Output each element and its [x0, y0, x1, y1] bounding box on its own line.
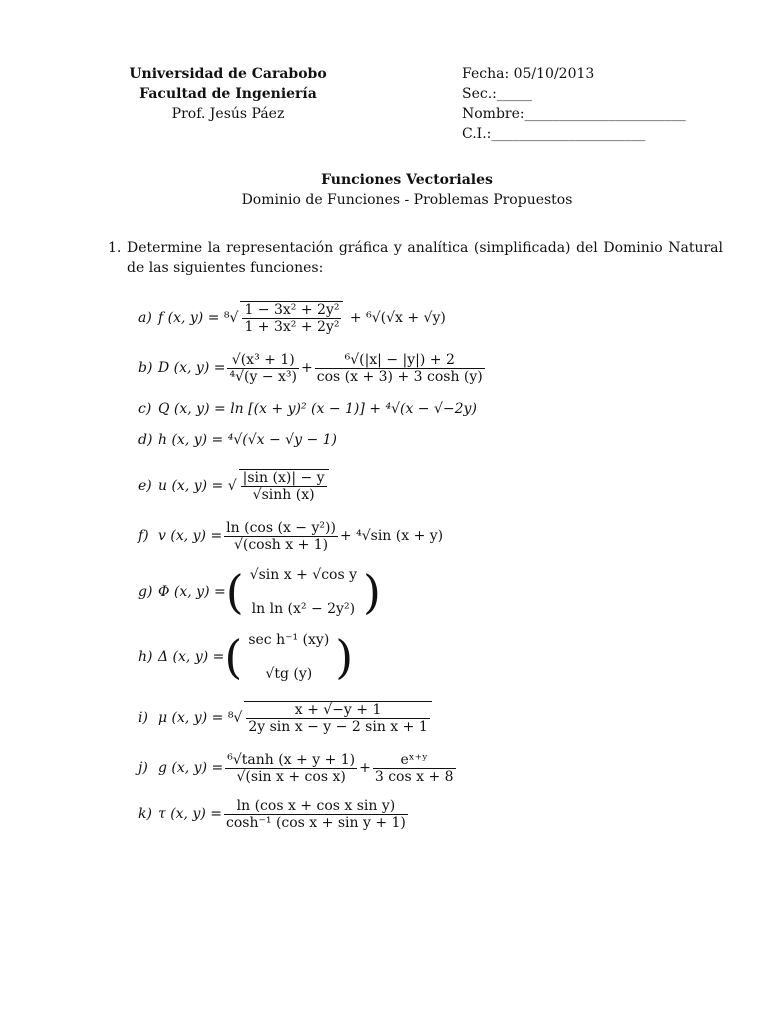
denominator: 1 + 3x² + 2y² — [244, 319, 340, 335]
problem-i: i) μ (x, y) = ⁸√ $\frac{x + √-y + 1}{\text{2y sin x − y − 2 sin x + 1}}$ — [138, 698, 728, 738]
problem-d — [138, 420, 728, 460]
problem-label: j) — [138, 760, 148, 776]
student-info — [462, 64, 686, 144]
name-field: Nombre:_______________________ — [462, 106, 686, 122]
document-title — [0, 170, 768, 210]
problem-h — [138, 630, 728, 684]
vector-entry: ln ln (x² − 2y²) — [251, 601, 356, 617]
problem-k — [138, 794, 728, 834]
problem-a: a) f (x, y) = ⁸√ $\frac{\text{1 − 3x² + 2y²}}{\text{1 + 3x² + 2y²}}$ + ⁶√(√x + √y) — [138, 302, 446, 335]
problem-lhs: τ (x, y) = — [158, 806, 223, 822]
fraction — [315, 352, 485, 385]
university-name: Universidad de Carabobo — [129, 66, 327, 82]
problem-label: k) — [138, 806, 152, 822]
question-text: Determine la representación gráfica y analítica (simplificada) del Dominio Natural de las siguientes funciones: — [127, 240, 723, 276]
page-subtitle: Dominio de Funciones - Problemas Propuestos — [241, 192, 573, 208]
problem-lhs: h (x, y) = ⁴√(√x − √y − 1) — [158, 432, 337, 448]
denominator: √sinh (x) — [252, 487, 315, 503]
problem-label: g) — [138, 584, 153, 600]
institution-header — [128, 64, 328, 124]
problem-label: h) — [138, 649, 153, 665]
denominator: √(sin x + cos x) — [236, 768, 346, 785]
fraction — [225, 752, 357, 785]
numerator: 1 − 3x² + 2y² — [244, 302, 340, 318]
expression-tail: + ⁶√(√x + √y) — [349, 310, 446, 326]
denominator: 2y sin x − y − 2 sin x + 1 — [248, 719, 428, 735]
problem-f — [138, 516, 728, 556]
problem-lhs: Φ (x, y) = — [158, 584, 226, 600]
problem-lhs: v (x, y) = — [158, 528, 223, 544]
ci-field: C.I.:______________________ — [462, 126, 646, 142]
vector-matrix: ( sec h⁻¹ (xy) √tg (y) ) — [224, 630, 354, 684]
problem-label: i) — [138, 710, 148, 726]
problem-lhs: g (x, y) = — [158, 760, 224, 776]
question-number: 1. — [108, 240, 122, 256]
denominator: cos (x + 3) + 3 cosh (y) — [316, 368, 483, 385]
problem-lhs: f (x, y) = — [158, 310, 220, 326]
problem-g — [138, 565, 728, 619]
vector-entry: √tg (y) — [265, 666, 313, 682]
denominator: cosh⁻¹ (cos x + sin y + 1) — [226, 814, 406, 831]
numerator: √(x³ + 1) — [227, 352, 299, 369]
problem-lhs: Q (x, y) = ln [(x + y)² (x − 1)] + ⁴√(x − √−2y) — [158, 401, 477, 417]
date-field: Fecha: 05/10/2013 — [462, 66, 595, 82]
denominator: 3 cos x + 8 — [374, 768, 454, 785]
numerator: eˣ⁺ʸ — [373, 752, 456, 769]
problem-j: j) g (x, y) = $\frac{\text{⁶√tanh (x + y + 1)}}{\text{√(sin x + cos x)}}$ + $\frac{\text{eˣ⁺ʸ}}{\text{3 cos x + 8}}$ — [138, 751, 454, 785]
problem-label: c) — [138, 401, 152, 417]
denominator: √(cosh x + 1) — [233, 536, 329, 553]
faculty-name: Facultad de Ingeniería — [139, 86, 317, 102]
professor-name: Prof. Jesús Páez — [171, 106, 285, 122]
problem-lhs: D (x, y) = — [158, 360, 226, 376]
problem-lhs: Δ (x, y) = — [158, 649, 225, 665]
numerator: ln (cos x + cos x sin y) — [224, 798, 408, 815]
vector-entry: √sin x + √cos y — [249, 567, 358, 583]
vector-entry: sec h⁻¹ (xy) — [248, 632, 330, 648]
section-field: Sec.:_____ — [462, 86, 532, 102]
fraction — [240, 301, 343, 335]
numerator: |sin (x)| − y — [242, 470, 325, 486]
problem-label: b) — [138, 360, 153, 376]
fraction — [373, 752, 456, 785]
fraction — [227, 352, 299, 385]
vector-matrix: ( √sin x + √cos y ln ln (x² − 2y²) ) — [225, 565, 381, 619]
problem-label: e) — [138, 478, 152, 494]
problem-e: e) u (x, y) = √ $\frac{|\sin (x)| - y}{√\sinh (x)}$ — [138, 466, 728, 506]
expression-tail: + ⁴√sin (x + y) — [339, 528, 444, 544]
problem-label: f) — [138, 528, 149, 544]
page-title: Funciones Vectoriales — [321, 172, 493, 188]
problem-b: b) D (x, y) = $\frac{\text{√(x³ + 1)}}{\text{⁴√(y − x³)}}$ + $\frac{\text{⁶√(|x| − |y|) + 2}}{\cos (x + 3) + 3 \cosh (y)}$ — [138, 351, 483, 385]
fraction — [244, 701, 431, 735]
problem-label: a) — [138, 310, 152, 326]
problem-lhs: u (x, y) = — [158, 478, 224, 494]
problem-label: d) — [138, 432, 153, 448]
problem-lhs: μ (x, y) = — [158, 710, 224, 726]
numerator: ⁶√tanh (x + y + 1) — [227, 751, 356, 768]
fraction — [239, 469, 329, 503]
question-1 — [108, 238, 723, 278]
numerator: x + √−y + 1 — [246, 702, 429, 719]
fraction — [224, 520, 338, 553]
numerator: ⁶√(|x| − |y|) + 2 — [315, 352, 485, 369]
numerator: ln (cos (x − y²)) — [226, 519, 336, 536]
denominator: ⁴√(y − x³) — [229, 368, 297, 385]
fraction — [224, 798, 408, 831]
